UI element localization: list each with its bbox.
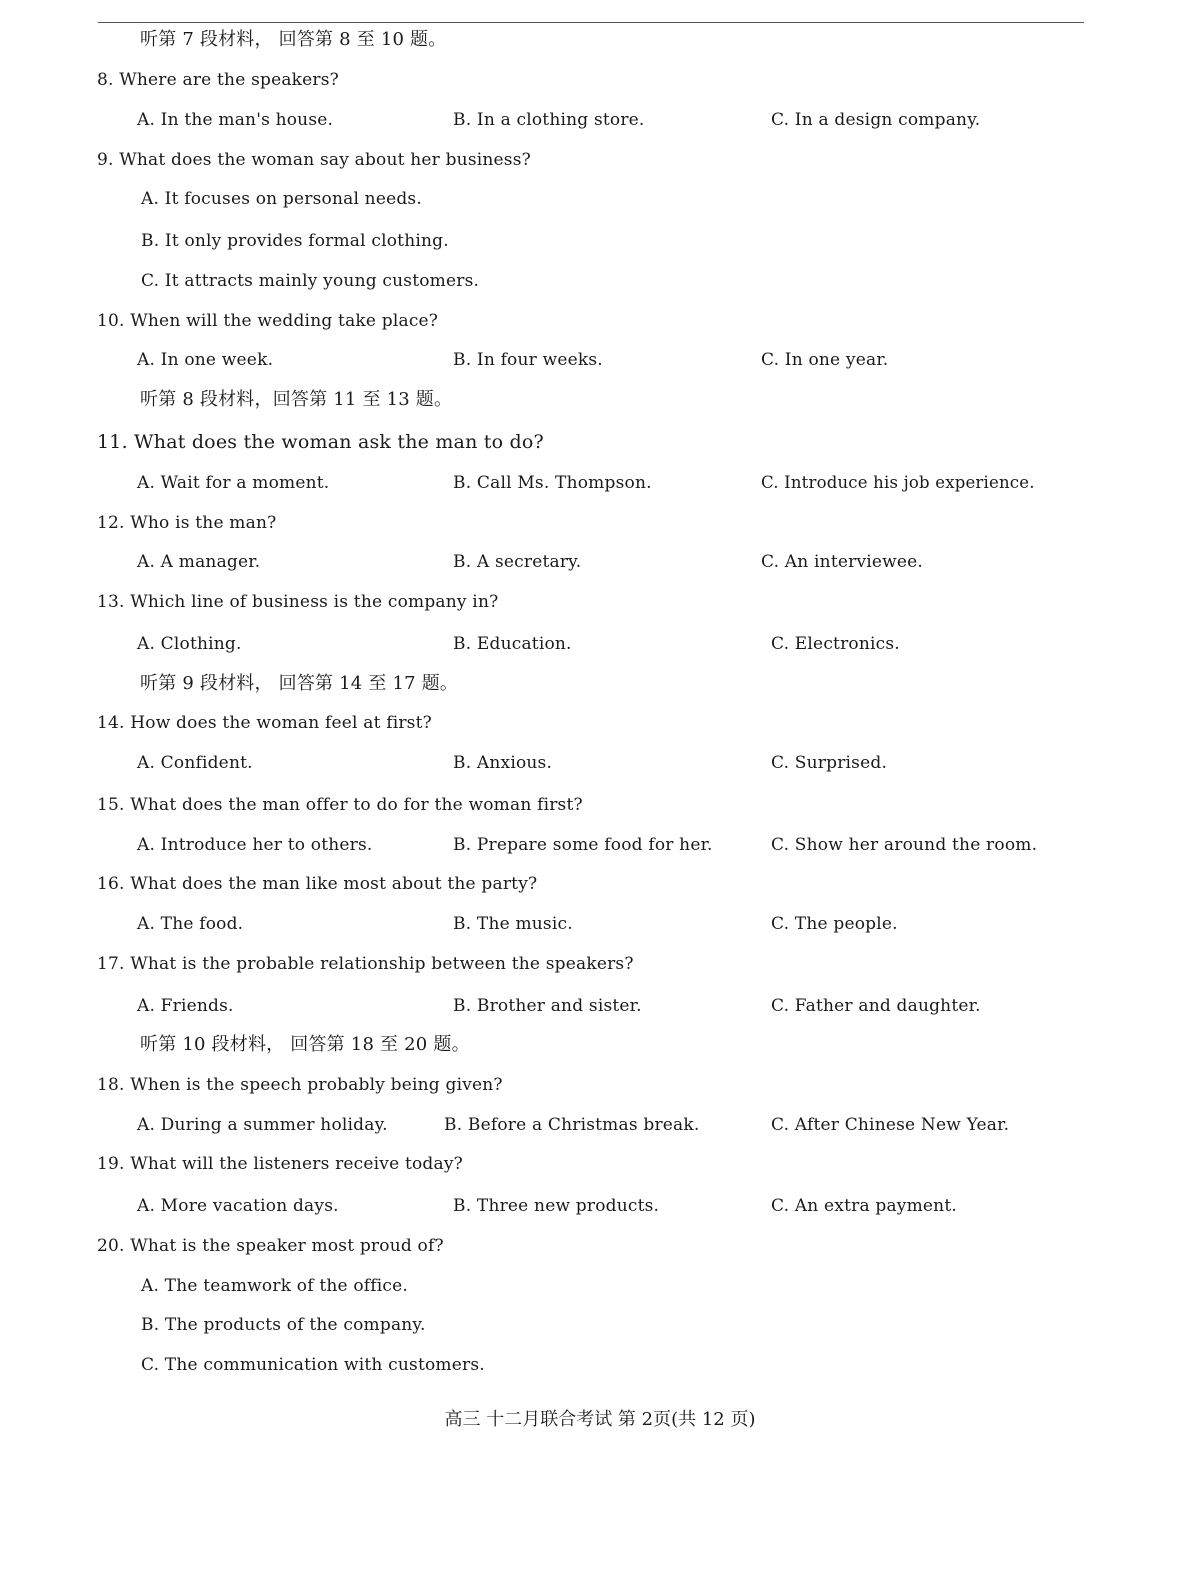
option-a: A. A manager. <box>137 552 261 572</box>
question-stem: 18. When is the speech probably being given? <box>97 1075 503 1095</box>
option-a: A. In the man's house. <box>137 110 334 130</box>
question-stem: 13. Which line of business is the company in? <box>97 592 499 612</box>
option-c: C. After Chinese New Year. <box>771 1115 1010 1135</box>
option-a: A. The food. <box>137 914 244 934</box>
option-b: B. In a clothing store. <box>453 110 645 130</box>
option-c: C. The communication with customers. <box>141 1355 485 1375</box>
section-heading: 听第 8 段材料，回答第 11 至 13 题。 <box>140 389 453 410</box>
option-c: C. In a design company. <box>771 110 981 130</box>
option-a: A. The teamwork of the office. <box>141 1276 409 1296</box>
option-b: B. It only provides formal clothing. <box>141 231 449 251</box>
option-c: C. An interviewee. <box>761 552 924 572</box>
question-stem: 12. Who is the man? <box>97 513 277 533</box>
question-stem: 19. What will the listeners receive today? <box>97 1154 463 1174</box>
option-c: C. Introduce his job experience. <box>761 473 1035 492</box>
option-a: A. It focuses on personal needs. <box>141 189 422 209</box>
option-c: C. Electronics. <box>771 634 900 654</box>
question-stem: 16. What does the man like most about the party? <box>97 874 538 894</box>
option-a: A. Introduce her to others. <box>137 835 373 855</box>
question-stem: 11. What does the woman ask the man to do? <box>97 431 544 453</box>
option-c: C. Surprised. <box>771 753 888 773</box>
question-stem: 17. What is the probable relationship between the speakers? <box>97 954 634 974</box>
option-a: A. Friends. <box>137 996 234 1016</box>
option-a: A. Wait for a moment. <box>137 473 330 493</box>
question-stem: 8. Where are the speakers? <box>97 70 339 90</box>
option-b: B. Three new products. <box>453 1196 660 1216</box>
option-a: A. More vacation days. <box>137 1196 339 1216</box>
section-heading: 听第 7 段材料， 回答第 8 至 10 题。 <box>140 29 447 50</box>
question-stem: 10. When will the wedding take place? <box>97 311 439 331</box>
section-heading: 听第 9 段材料， 回答第 14 至 17 题。 <box>140 673 459 694</box>
option-b: B. A secretary. <box>453 552 582 572</box>
option-b: B. In four weeks. <box>453 350 603 370</box>
option-b: B. Education. <box>453 634 572 654</box>
option-b: B. The music. <box>453 914 573 934</box>
header-rule <box>98 22 1084 23</box>
option-a: A. During a summer holiday. <box>137 1115 388 1135</box>
section-heading: 听第 10 段材料， 回答第 18 至 20 题。 <box>140 1034 470 1055</box>
question-stem: 14. How does the woman feel at first? <box>97 713 432 733</box>
option-c: C. The people. <box>771 914 898 934</box>
option-c: C. Show her around the room. <box>771 835 1038 855</box>
option-c: C. Father and daughter. <box>771 996 981 1016</box>
option-a: A. In one week. <box>137 350 274 370</box>
option-c: C. An extra payment. <box>771 1196 957 1216</box>
option-c: C. It attracts mainly young customers. <box>141 271 480 291</box>
option-b: B. Brother and sister. <box>453 996 642 1016</box>
option-b: B. Anxious. <box>453 753 553 773</box>
option-b: B. Call Ms. Thompson. <box>453 473 652 493</box>
option-c: C. In one year. <box>761 350 889 370</box>
page-footer: 高三 十二月联合考试 第 2页(共 12 页) <box>444 1409 756 1430</box>
option-a: A. Confident. <box>137 753 253 773</box>
option-a: A. Clothing. <box>137 634 242 654</box>
question-stem: 9. What does the woman say about her business? <box>97 150 531 170</box>
question-stem: 20. What is the speaker most proud of? <box>97 1236 444 1256</box>
question-stem: 15. What does the man offer to do for the woman first? <box>97 795 583 815</box>
option-b: B. The products of the company. <box>141 1315 426 1335</box>
option-b: B. Prepare some food for her. <box>453 835 713 855</box>
option-b: B. Before a Christmas break. <box>444 1115 700 1135</box>
